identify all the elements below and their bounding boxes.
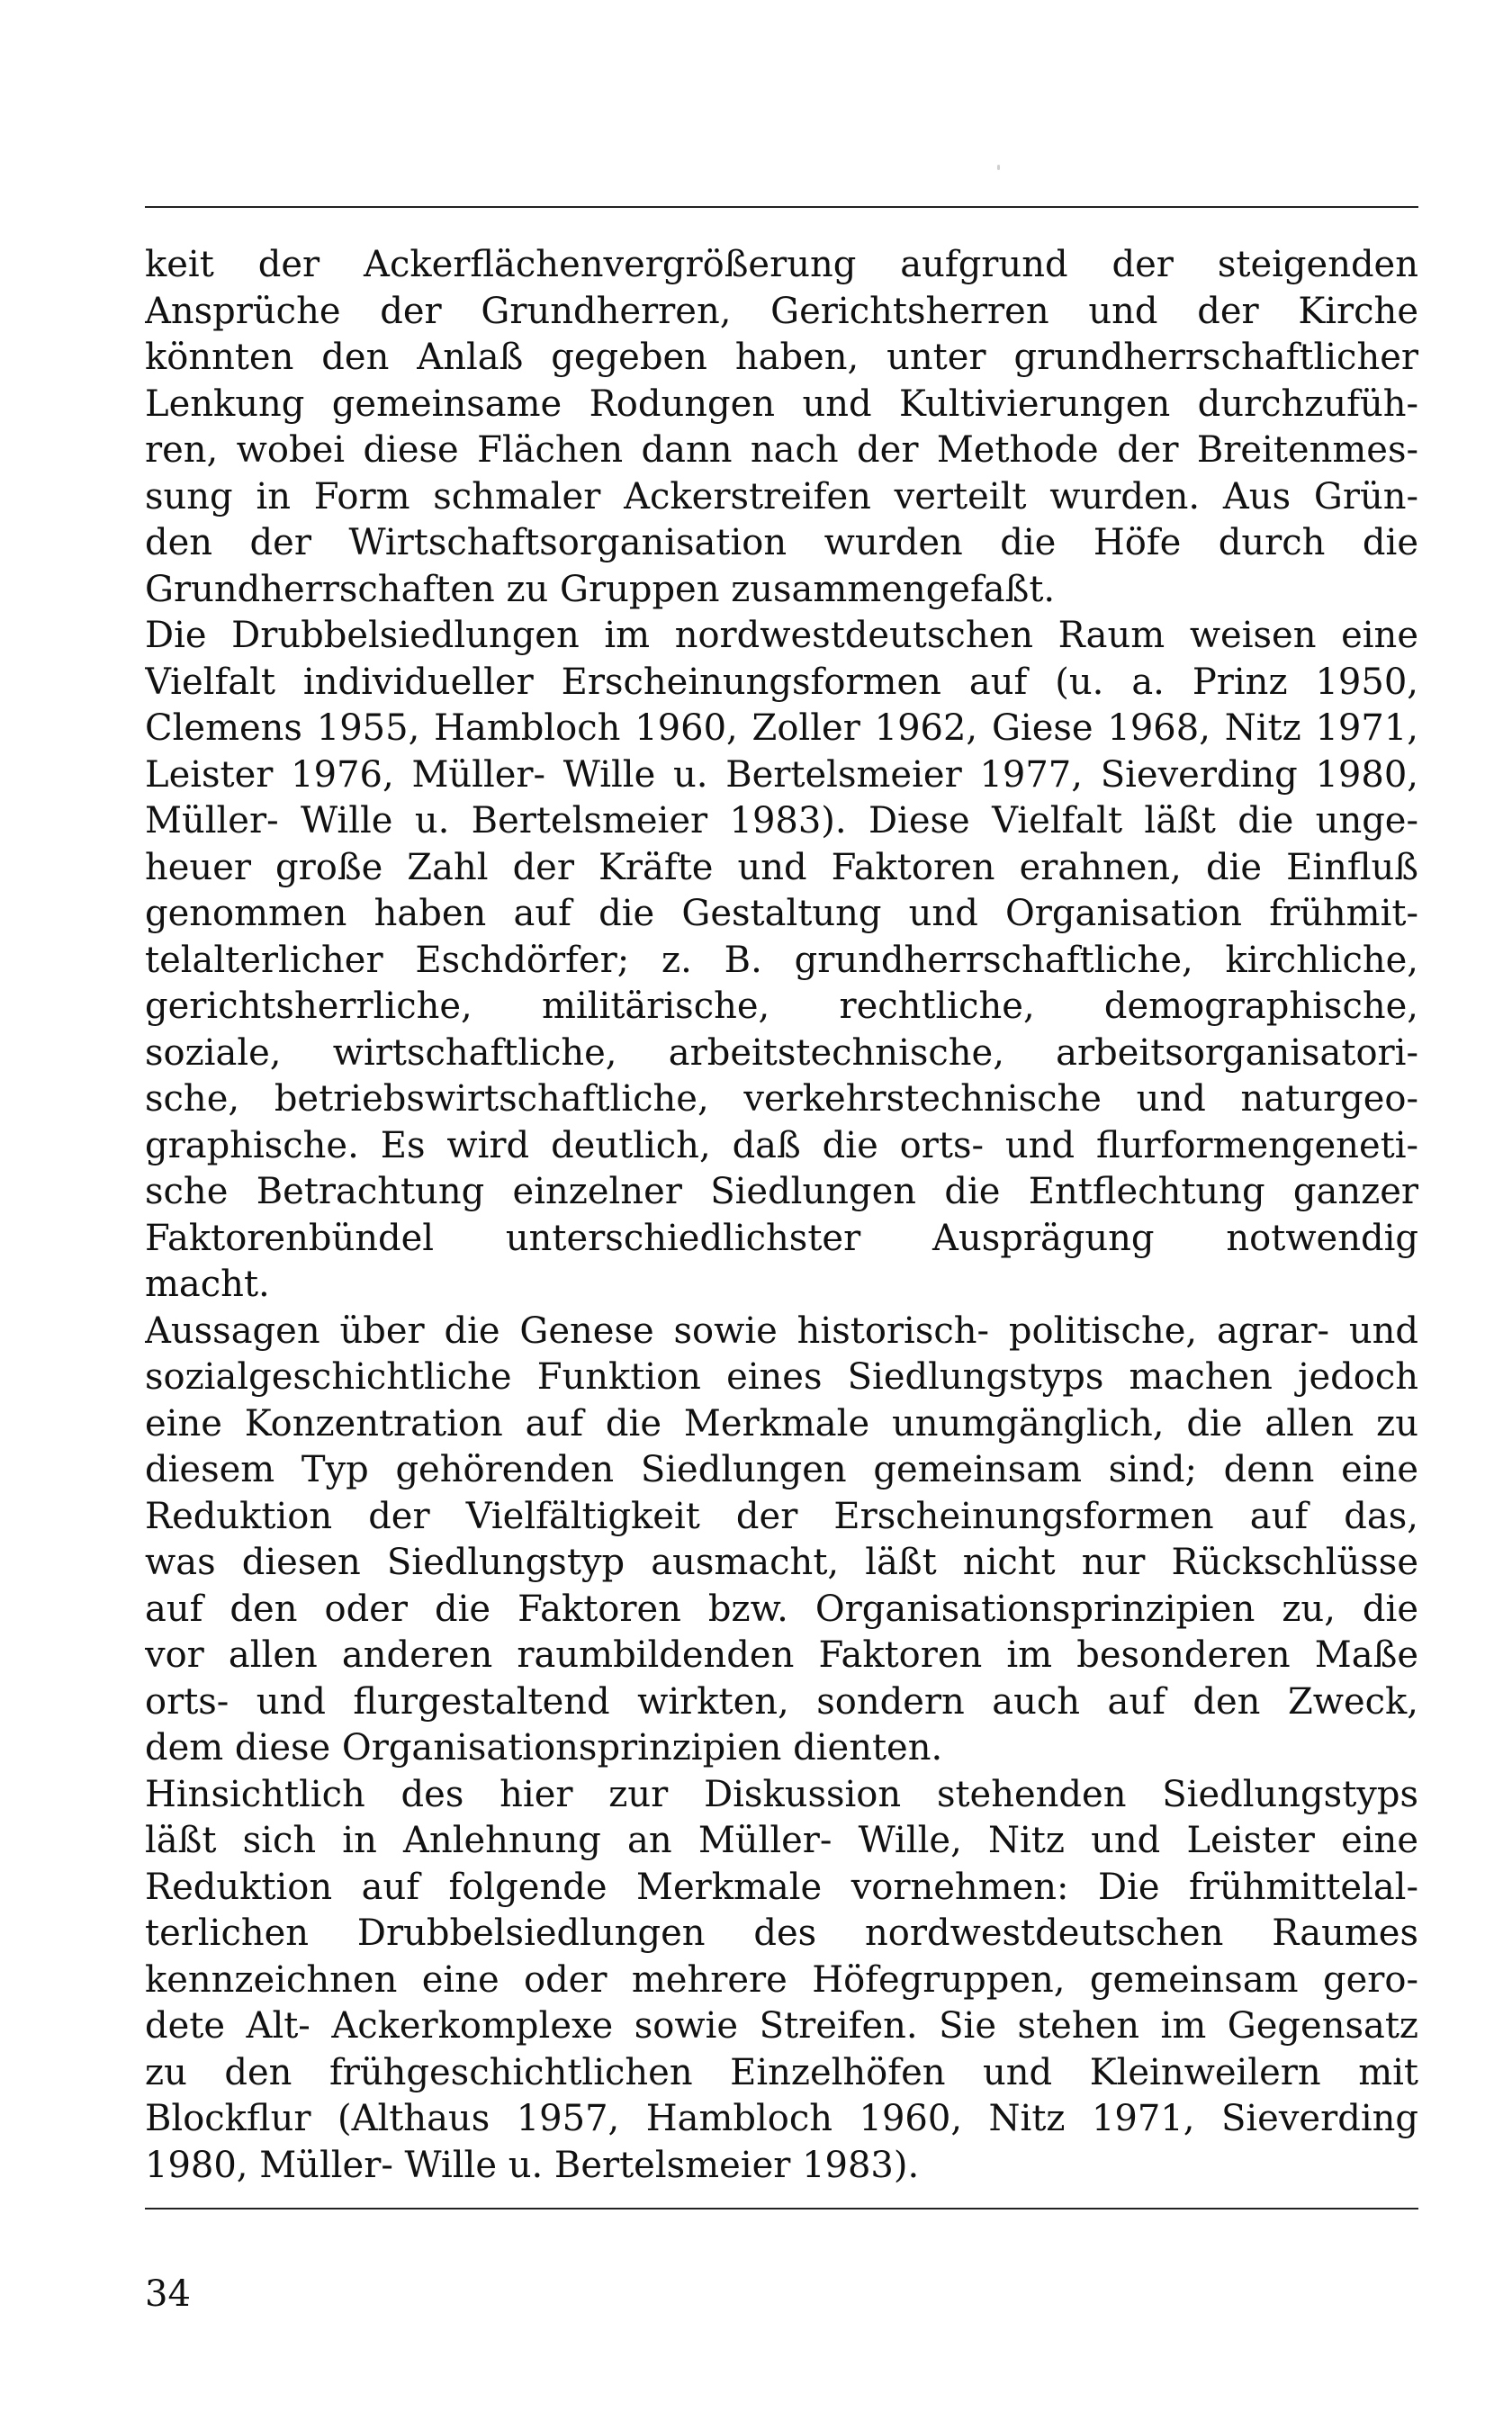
text-line: Faktorenbündel unterschiedlichster Ausprägung notwendig <box>145 1217 1418 1259</box>
text-line: diesem Typ gehörenden Siedlungen gemeinsam sind; denn eine <box>145 1449 1418 1490</box>
text-line: eine Konzentration auf die Merkmale unumgänglich, die allen zu <box>145 1402 1418 1444</box>
text-line: zu den frühgeschichtlichen Einzelhöfen und Kleinweilern mit <box>145 2051 1418 2093</box>
text-line: kennzeichnen eine oder mehrere Höfegruppen, gemeinsam gero- <box>145 1958 1418 2001</box>
text-line: heuer große Zahl der Kräfte und Faktoren erahnen, die Einfluß <box>145 846 1418 888</box>
text-line: graphische. Es wird deutlich, daß die orts- und flurformengeneti- <box>145 1124 1418 1166</box>
text-line: ren, wobei diese Flächen dann nach der Methode der Breitenmes- <box>145 429 1418 471</box>
text-line: macht. <box>145 1264 270 1305</box>
footer-rule <box>145 2208 1418 2210</box>
text-line: Hinsichtlich des hier zur Diskussion stehenden Siedlungstyps <box>145 1773 1418 1815</box>
text-line: läßt sich in Anlehnung an Müller- Wille, Nitz und Leister eine <box>145 1820 1418 1861</box>
text-line: Ansprüche der Grundherren, Gerichtsherren und der Kirche <box>145 290 1418 332</box>
text-line: Aussagen über die Genese sowie historisch- politische, agrar- und <box>145 1310 1418 1352</box>
text-line: dem diese Organisationsprinzipien dienten. <box>145 1727 943 1768</box>
text-line: Lenkung gemeinsame Rodungen und Kultivierungen durchzufüh- <box>145 382 1418 425</box>
paragraph <box>145 1772 1418 2190</box>
paragraph <box>145 613 1418 1309</box>
text-line: dete Alt- Ackerkomplexe sowie Streifen. Sie stehen im Gegensatz <box>145 2005 1418 2047</box>
text-line: könnten den Anlaß gegeben haben, unter grundherrschaftlicher <box>145 337 1418 378</box>
text-line: sche, betriebswirtschaftliche, verkehrstechnische und naturgeo- <box>145 1078 1418 1120</box>
text-line: auf den oder die Faktoren bzw. Organisationsprinzipien zu, die <box>145 1588 1418 1630</box>
text-line: vor allen anderen raumbildenden Faktoren im besonderen Maße <box>145 1634 1418 1676</box>
scan-artifact <box>997 165 1000 170</box>
page-number: 34 <box>145 2273 191 2315</box>
text-line: Die Drubbelsiedlungen im nordwestdeutschen Raum weisen eine <box>145 615 1418 656</box>
text-line: was diesen Siedlungstyp ausmacht, läßt nicht nur Rückschlüsse <box>145 1542 1418 1583</box>
text-line: orts- und flurgestaltend wirkten, sondern auch auf den Zweck, <box>145 1680 1418 1723</box>
text-line: sche Betrachtung einzelner Siedlungen die Entflechtung ganzer <box>145 1171 1418 1212</box>
text-line: keit der Ackerflächenvergrößerung aufgrund der steigenden <box>145 244 1418 285</box>
text-line: den der Wirtschaftsorganisation wurden die Höfe durch die <box>145 522 1418 563</box>
paragraph <box>145 242 1418 613</box>
header-rule <box>145 206 1418 208</box>
text-line: Clemens 1955, Hambloch 1960, Zoller 1962, Giese 1968, Nitz 1971, <box>145 707 1418 749</box>
text-line: 1980, Müller- Wille u. Bertelsmeier 1983). <box>145 2144 920 2186</box>
text-line: telalterlicher Eschdörfer; z. B. grundherrschaftliche, kirchliche, <box>145 939 1418 981</box>
text-line: Reduktion auf folgende Merkmale vornehmen: Die frühmittelal- <box>145 1866 1418 1908</box>
text-line: Müller- Wille u. Bertelsmeier 1983). Diese Vielfalt läßt die unge- <box>145 800 1418 842</box>
text-line: genommen haben auf die Gestaltung und Organisation frühmit- <box>145 893 1418 934</box>
text-line: Leister 1976, Müller- Wille u. Bertelsmeier 1977, Sieverding 1980, <box>145 753 1418 796</box>
text-line: sung in Form schmaler Ackerstreifen verteilt wurden. Aus Grün- <box>145 475 1418 518</box>
text-line: terlichen Drubbelsiedlungen des nordwestdeutschen Raumes <box>145 1912 1418 1954</box>
text-line: soziale, wirtschaftliche, arbeitstechnische, arbeitsorganisatori- <box>145 1031 1418 1074</box>
paragraph <box>145 1309 1418 1772</box>
body-text <box>145 242 1418 2189</box>
text-line: gerichtsherrliche, militärische, rechtliche, demographische, <box>145 986 1418 1027</box>
text-line: sozialgeschichtliche Funktion eines Siedlungstyps machen jedoch <box>145 1356 1418 1398</box>
text-line: Grundherrschaften zu Gruppen zusammengefaßt. <box>145 568 1056 610</box>
text-line: Vielfalt individueller Erscheinungsformen auf (u. a. Prinz 1950, <box>145 661 1418 703</box>
text-line: Blockflur (Althaus 1957, Hambloch 1960, Nitz 1971, Sieverding <box>145 2098 1418 2139</box>
text-line: Reduktion der Vielfältigkeit der Erscheinungsformen auf das, <box>145 1495 1418 1537</box>
